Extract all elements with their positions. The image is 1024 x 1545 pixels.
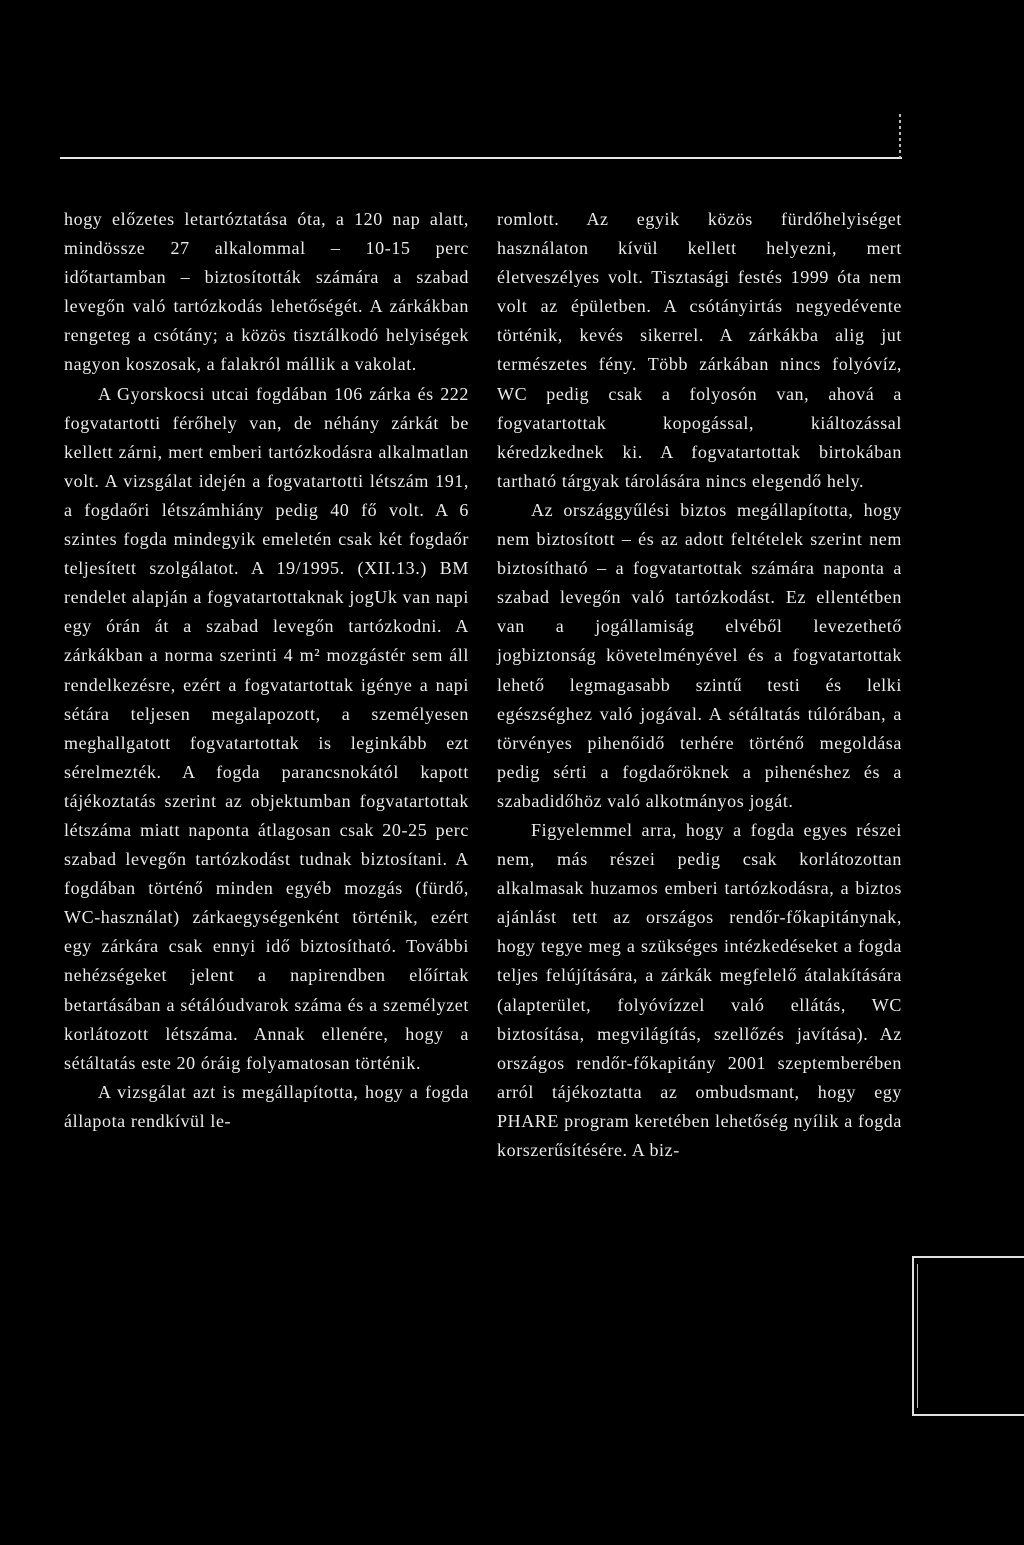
left-text-column bbox=[64, 205, 469, 1136]
right-paragraph-2: Az országgyűlési biztos megállapította, hogy nem biztosított – és az adott feltételek szerint nem biztosítható – a fogvatartottak számára naponta a szabad levegőn való tartózkodást. Ez ellentétben van a jogállamiság elvéből levezethető jogbiztonság követelményével és a fogvatartottak lehető legmagasabb szintű testi és lelki egészséghez való jogával. A sétáltatás túlórában, a törvényes pihenőidő terhére történő megoldása pedig sérti a fogdaőröknek a pihenéshez és a szabadidőhöz való alkotmányos jogát. bbox=[497, 499, 902, 811]
right-paragraph-3: Figyelemmel arra, hogy a fogda egyes részei nem, más részei pedig csak korlátozottan alkalmasak huzamos emberi tartózkodásra, a biztos ajánlást tett az országos rendőr-főkapitánynak, hogy tegye meg a szükséges intézkedéseket a fogda teljes felújítására, a zárkák megfelelő átalakítására (alapterület, folyóvízzel való ellátás, WC biztosítása, megvilágítás, szellőzés javítása). Az országos rendőr-főkapitány 2001 szeptemberében arról tájékoztatta az ombudsmant, hogy egy PHARE program keretében lehetőség nyílik a fogda korszerűsítésére. A biz- bbox=[497, 819, 902, 1160]
header-rule-tick bbox=[899, 114, 901, 158]
header-rule bbox=[60, 157, 902, 159]
page-edge-inner-line bbox=[917, 1264, 1024, 1408]
left-paragraph-2: A Gyorskocsi utcai fogdában 106 zárka és 222 fogvatartotti férőhely van, de néhány zárkát be kellett zárni, mert emberi tartózkodásra alkalmatlan volt. A vizsgálat idején a fogvatartotti létszám 191, a fogdaőri létszámhiány pedig 40 fő volt. A 6 szintes fogda mindegyik emeletén csak két fogdaőr teljesített szolgálatot. A 19/1995. (XII.13.) BM rendelet alapján a fogvatartottaknak jogUk van napi egy órán át a szabad levegőn tartózkodni. A zárkákban a norma szerinti 4 m² mozgástér sem áll rendelkezésre, ezért a fogvatartottak igénye a napi sétára teljesen megalapozott, a személyesen meghallgatott fogvatartottak is leginkább ezt sérelmezték. A fogda parancsnokától kapott tájékoztatás szerint az objektumban fogvatartottak létszáma miatt naponta átlagosan csak 20-25 perc szabad levegőn tartózkodást tudnak biztosítani. A fogdában történő minden egyéb mozgás (fürdő, WC-használat) zárkaegységenként történik, ezért egy zárkára csak ennyi idő biztosítható. További nehézségeket jelent a napirendben előírtak betartásában a sétálóudvarok száma és a személyzet korlátozott létszáma. Annak ellenére, hogy a sétáltatás este 20 óráig folyamatosan történik. bbox=[64, 383, 469, 1073]
right-text-column bbox=[497, 205, 902, 1165]
page-edge-frame bbox=[912, 1256, 1024, 1416]
right-paragraph-1: romlott. Az egyik közös fürdőhelyiséget használaton kívül kellett helyezni, mert életveszélyes volt. Tisztasági festés 1999 óta nem volt az épületben. A csótányirtás negyedévente történik, kevés sikerrel. A zárkákba alig jut természetes fény. Több zárkában nincs folyóvíz, WC pedig csak a folyosón van, ahová a fogvatartottak kopogással, kiáltozással kéredzkednek ki. A fogvatartottak birtokában tartható tárgyak tárolására nincs elegendő hely. bbox=[497, 209, 902, 491]
left-paragraph-1: hogy előzetes letartóztatása óta, a 120 nap alatt, mindössze 27 alkalommal – 10-15 perc időtartamban – biztosították számára a szabad levegőn való tartózkodás lehetőségét. A zárkákban rengeteg a csótány; a közös tisztálkodó helyiségek nagyon koszosak, a falakról mállik a vakolat. bbox=[64, 209, 469, 375]
left-paragraph-3: A vizsgálat azt is megállapította, hogy a fogda állapota rendkívül le- bbox=[64, 1081, 469, 1131]
